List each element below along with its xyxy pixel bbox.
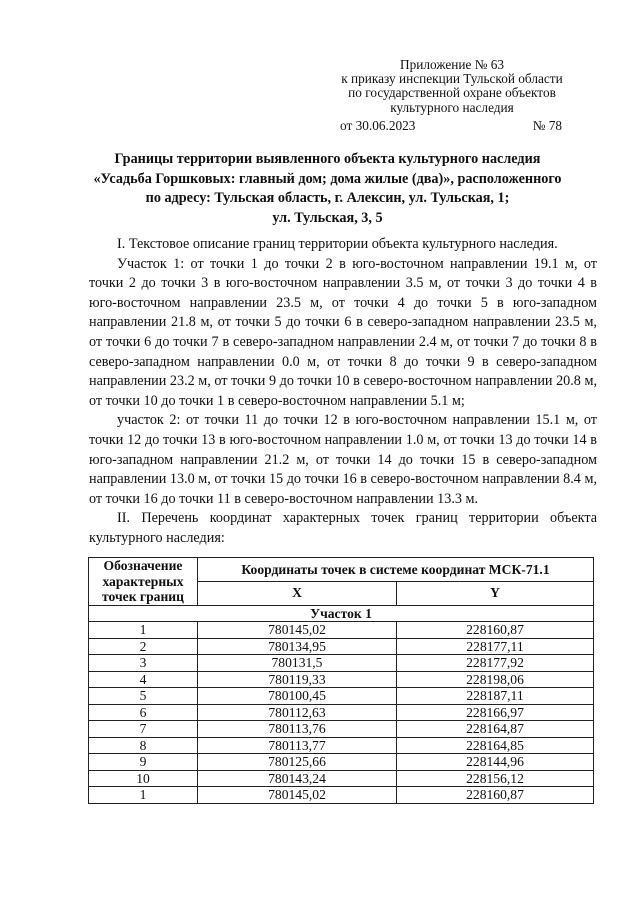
cell-point: 7 bbox=[89, 721, 198, 738]
title-line-1: Границы территории выявленного объекта культурного наследия bbox=[114, 151, 541, 167]
cell-y: 228160,87 bbox=[397, 787, 594, 804]
cell-y: 228164,87 bbox=[397, 721, 594, 738]
appendix-line-3: по государственной охране объектов bbox=[348, 85, 556, 101]
appendix-line-4: культурного наследия bbox=[390, 99, 514, 115]
x-column-header: X bbox=[198, 581, 397, 605]
cell-point: 6 bbox=[89, 704, 198, 721]
plot-2-description: участок 2: от точки 11 до точки 12 в юго-восточном направлении 15.1 м, от точки 12 до точки 13 в юго-восточном направлении 1.0 м, от точки 13 до точки 14 в юго-западном направлении 21.2 м, от точки 14 до точки 15 в северо-западном направлении 13.0 м, от точки 15 до точки 16 в северо-восточном направлении 8.4 м, от точки 16 до точки 11 в северо-восточном направлении 13.3 м. bbox=[89, 412, 597, 507]
cell-x: 780100,45 bbox=[198, 688, 397, 705]
cell-y: 228144,96 bbox=[397, 754, 594, 771]
coordinates-table bbox=[88, 557, 594, 804]
title-line-4: ул. Тульская, 3, 5 bbox=[272, 209, 383, 226]
title-line-3: по адресу: Тульская область, г. Алексин, ул. Тульская, 1; bbox=[145, 190, 510, 206]
table-row bbox=[89, 655, 594, 672]
order-dateline bbox=[322, 119, 582, 133]
section-1-heading: I. Текстовое описание границ территории объекта культурного наследия. bbox=[117, 236, 558, 252]
appendix-header bbox=[322, 58, 582, 133]
table-row bbox=[89, 671, 594, 688]
table-row bbox=[89, 638, 594, 655]
cell-x: 780119,33 bbox=[198, 671, 397, 688]
section-label: Участок 1 bbox=[89, 605, 594, 622]
document-title bbox=[70, 150, 585, 228]
order-number: № 78 bbox=[532, 117, 562, 133]
cell-point: 9 bbox=[89, 754, 198, 771]
cell-y: 228177,11 bbox=[397, 638, 594, 655]
cell-point: 5 bbox=[89, 688, 198, 705]
appendix-line-2: к приказу инспекции Тульской области bbox=[341, 71, 563, 87]
cell-y: 228160,87 bbox=[397, 622, 594, 639]
cell-point: 4 bbox=[89, 671, 198, 688]
cell-x: 780131,5 bbox=[198, 655, 397, 672]
cell-point: 8 bbox=[89, 737, 198, 754]
cell-x: 780113,77 bbox=[198, 737, 397, 754]
cell-y: 228187,11 bbox=[397, 688, 594, 705]
cell-y: 228198,06 bbox=[397, 671, 594, 688]
table-row bbox=[89, 622, 594, 639]
plot-1-description: Участок 1: от точки 1 до точки 2 в юго-восточном направлении 19.1 м, от точки 2 до точки 3 в юго-восточном направлении 3.5 м, от точки 3 до точки 4 в юго-восточном направлении 23.5 м, от точки 4 до точки 5 в юго-западном направлении 21.8 м, от точки 5 до точки 6 в северо-западном направлении 23.5 м, от точки 6 до точки 7 в северо-западном направлении 2.4 м, от точки 7 до точки 8 в северо-западном направлении 0.0 м, от точки 8 до точки 9 в северо-западном направлении 23.2 м, от точки 9 до точки 10 в северо-восточном направлении 20.8 м, от точки 10 до точки 1 в северо-восточном направлении 5.1 м; bbox=[89, 255, 597, 409]
cell-point: 1 bbox=[89, 787, 198, 804]
table-row bbox=[89, 754, 594, 771]
cell-point: 1 bbox=[89, 622, 198, 639]
order-date: от 30.06.2023 bbox=[340, 117, 416, 133]
cell-x: 780125,66 bbox=[198, 754, 397, 771]
table-row bbox=[89, 770, 594, 787]
appendix-line-1: Приложение № 63 bbox=[400, 57, 504, 72]
cell-y: 228164,85 bbox=[397, 737, 594, 754]
cell-y: 228177,92 bbox=[397, 655, 594, 672]
table-row bbox=[89, 688, 594, 705]
document-body bbox=[89, 235, 597, 549]
section-2-heading: II. Перечень координат характерных точек границ территории объекта культурного наследия: bbox=[89, 510, 597, 546]
cell-y: 228166,97 bbox=[397, 704, 594, 721]
section-row bbox=[89, 605, 594, 622]
cell-x: 780145,02 bbox=[198, 622, 397, 639]
cell-x: 780134,95 bbox=[198, 638, 397, 655]
cell-x: 780143,24 bbox=[198, 770, 397, 787]
point-designation-header: Обозначение характерных точек границ bbox=[89, 558, 198, 606]
cell-point: 3 bbox=[89, 655, 198, 672]
y-column-header: Y bbox=[397, 581, 594, 605]
cell-point: 10 bbox=[89, 770, 198, 787]
table-row bbox=[89, 721, 594, 738]
cell-x: 780112,63 bbox=[198, 704, 397, 721]
table-row bbox=[89, 737, 594, 754]
cell-point: 2 bbox=[89, 638, 198, 655]
cell-y: 228156,12 bbox=[397, 770, 594, 787]
title-line-2: «Усадьба Горшковых: главный дом; дома жилые (два)», расположенного bbox=[93, 170, 562, 187]
table-row bbox=[89, 787, 594, 804]
table-row bbox=[89, 704, 594, 721]
cell-x: 780113,76 bbox=[198, 721, 397, 738]
cell-x: 780145,02 bbox=[198, 787, 397, 804]
coordinate-system-header: Координаты точек в системе координат МСК-71.1 bbox=[198, 558, 594, 582]
